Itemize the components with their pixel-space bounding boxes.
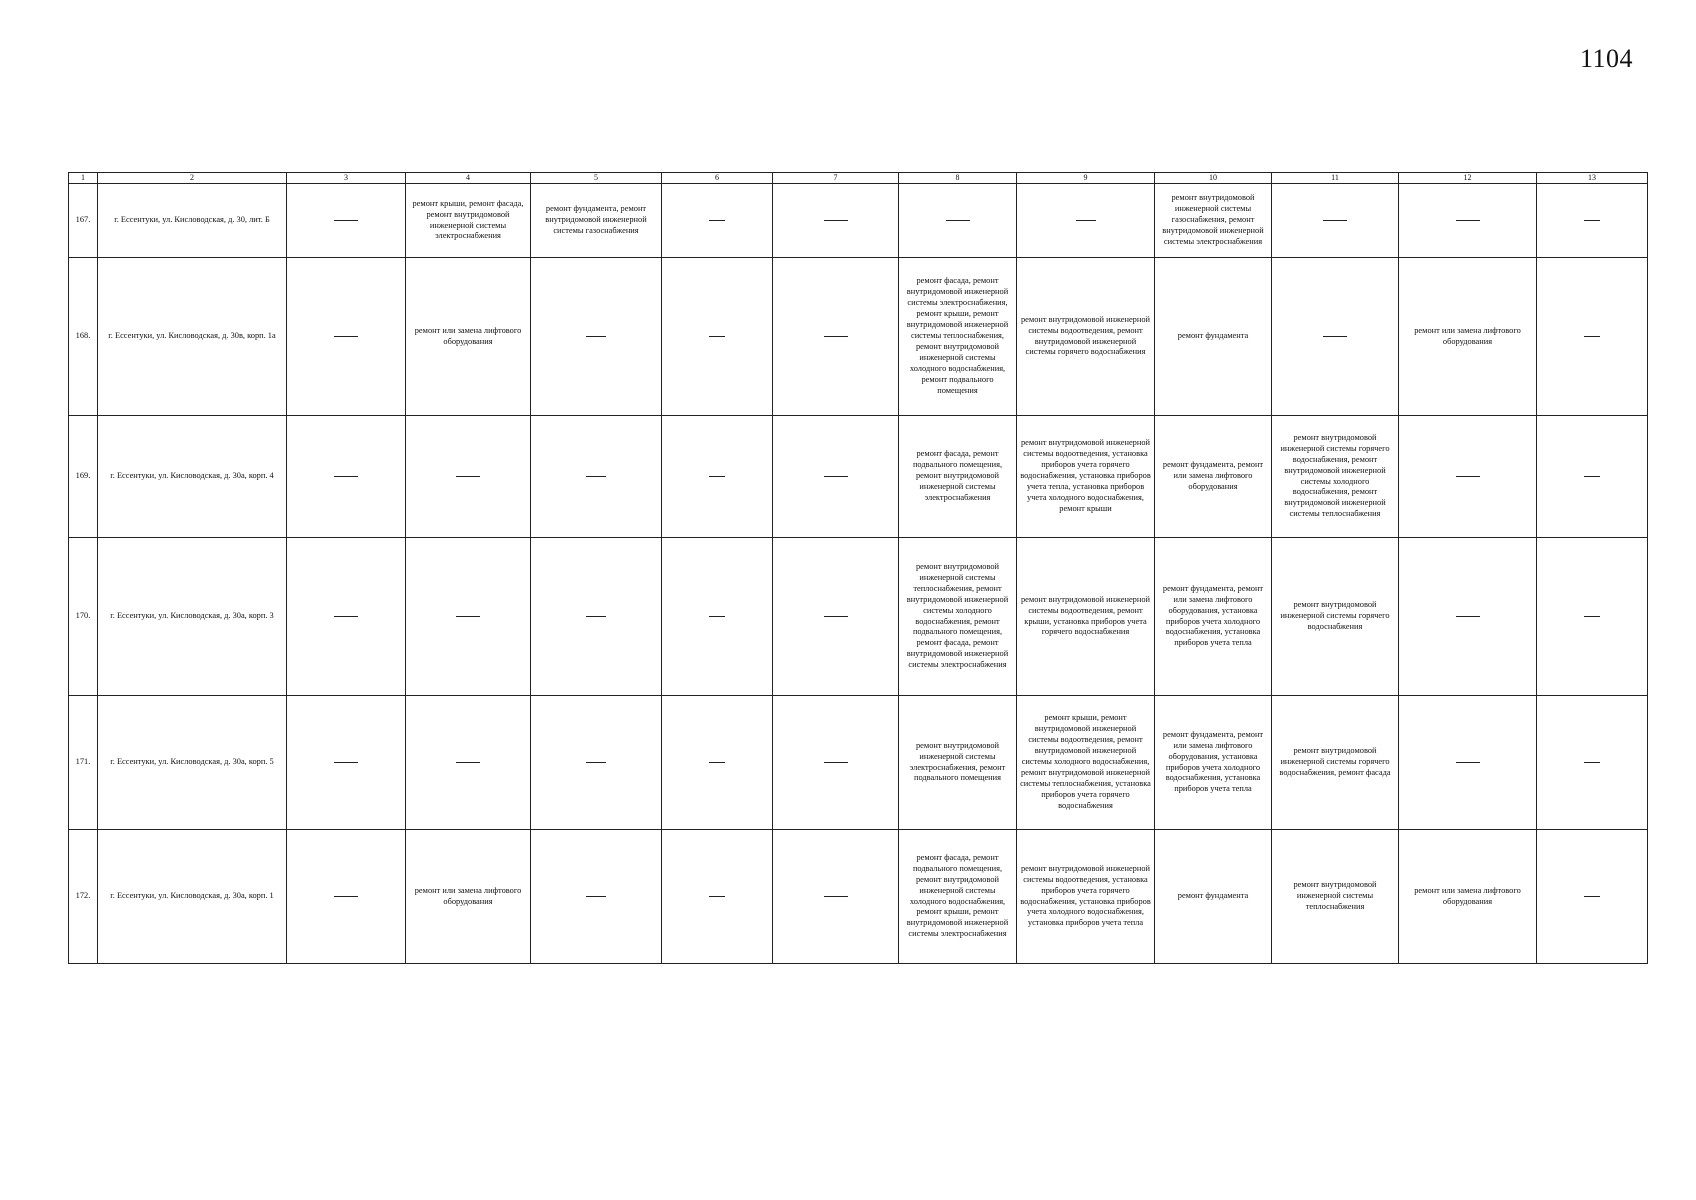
work-description-cell: ремонт крыши, ремонт внутридомовой инженерной системы водоотведения, ремонт внутридомовой инженерной системы холодного водоснабжения, ремонт внутридомовой инженерной системы теплоснабжения, установка приборов учета горячего водоснабжения (1017, 696, 1155, 830)
dash-mark (1076, 220, 1096, 221)
dash-mark (334, 476, 358, 477)
row-number: 170. (69, 538, 98, 696)
table-row (69, 696, 1648, 830)
dash-mark (1323, 220, 1347, 221)
dash-mark (1456, 762, 1480, 763)
empty-cell (662, 696, 773, 830)
column-number: 9 (1017, 173, 1155, 184)
empty-cell (773, 184, 899, 258)
dash-mark (709, 896, 725, 897)
dash-mark (456, 476, 480, 477)
column-number: 12 (1399, 173, 1537, 184)
table-row (69, 416, 1648, 538)
row-number: 172. (69, 830, 98, 964)
work-description-cell: ремонт или замена лифтового оборудования (406, 830, 531, 964)
empty-cell (1537, 258, 1648, 416)
row-number: 168. (69, 258, 98, 416)
empty-cell (1537, 184, 1648, 258)
dash-mark (586, 476, 606, 477)
dash-mark (334, 762, 358, 763)
empty-cell (1537, 696, 1648, 830)
empty-cell (531, 538, 662, 696)
dash-mark (334, 616, 358, 617)
empty-cell (287, 696, 406, 830)
row-number: 169. (69, 416, 98, 538)
dash-mark (824, 220, 848, 221)
empty-cell (1537, 830, 1648, 964)
dash-mark (1323, 336, 1347, 337)
table-row (69, 258, 1648, 416)
table-row (69, 830, 1648, 964)
dash-mark (709, 336, 725, 337)
work-description-cell: ремонт внутридомовой инженерной системы теплоснабжения, ремонт внутридомовой инженерной системы холодного водоснабжения, ремонт подвального помещения, ремонт фасада, ремонт внутридомовой инженерной системы электроснабжения (899, 538, 1017, 696)
empty-cell (406, 416, 531, 538)
work-description-cell: ремонт внутридомовой инженерной системы горячего водоснабжения (1272, 538, 1399, 696)
work-description-cell: ремонт фасада, ремонт подвального помещения, ремонт внутридомовой инженерной системы холодного водоснабжения, ремонт крыши, ремонт внутридомовой инженерной системы электроснабжения (899, 830, 1017, 964)
dash-mark (824, 336, 848, 337)
work-description-cell: ремонт или замена лифтового оборудования (1399, 258, 1537, 416)
dash-mark (334, 896, 358, 897)
empty-cell (1272, 258, 1399, 416)
work-description-cell: ремонт фундамента, ремонт или замена лифтового оборудования, установка приборов учета холодного водоснабжения, установка приборов учета тепла (1155, 538, 1272, 696)
empty-cell (287, 830, 406, 964)
work-description-cell: ремонт или замена лифтового оборудования (406, 258, 531, 416)
empty-cell (531, 416, 662, 538)
column-number: 2 (98, 173, 287, 184)
empty-cell (287, 184, 406, 258)
dash-mark (824, 896, 848, 897)
empty-cell (406, 538, 531, 696)
work-description-cell: ремонт внутридомовой инженерной системы водоотведения, установка приборов учета горячего водоснабжения, установка приборов учета тепла, установка приборов учета холодного водоснабжения, ремонт крыши (1017, 416, 1155, 538)
row-number: 167. (69, 184, 98, 258)
dash-mark (586, 762, 606, 763)
work-description-cell: ремонт фундамента (1155, 258, 1272, 416)
column-number: 6 (662, 173, 773, 184)
table-row (69, 538, 1648, 696)
empty-cell (1537, 416, 1648, 538)
work-description-cell: ремонт фундамента (1155, 830, 1272, 964)
work-description-cell: ремонт внутридомовой инженерной системы газоснабжения, ремонт внутридомовой инженерной системы электроснабжения (1155, 184, 1272, 258)
empty-cell (773, 258, 899, 416)
empty-cell (1017, 184, 1155, 258)
column-number: 11 (1272, 173, 1399, 184)
work-description-cell: ремонт внутридомовой инженерной системы горячего водоснабжения, ремонт внутридомовой инженерной системы холодного водоснабжения, ремонт внутридомовой инженерной системы теплоснабжения (1272, 416, 1399, 538)
dash-mark (824, 762, 848, 763)
dash-mark (709, 220, 725, 221)
address-cell: г. Ессентуки, ул. Кисловодская, д. 30а, корп. 3 (98, 538, 287, 696)
column-number: 13 (1537, 173, 1648, 184)
dash-mark (709, 476, 725, 477)
empty-cell (773, 696, 899, 830)
column-number: 7 (773, 173, 899, 184)
work-description-cell: ремонт внутридомовой инженерной системы водоотведения, установка приборов учета горячего водоснабжения, установка приборов учета холодного водоснабжения, установка приборов учета тепла (1017, 830, 1155, 964)
dash-mark (1584, 762, 1600, 763)
work-description-cell: ремонт или замена лифтового оборудования (1399, 830, 1537, 964)
column-number: 10 (1155, 173, 1272, 184)
empty-cell (899, 184, 1017, 258)
empty-cell (773, 538, 899, 696)
page-number: 1104 (1580, 44, 1634, 73)
dash-mark (1584, 336, 1600, 337)
empty-cell (773, 416, 899, 538)
address-cell: г. Ессентуки, ул. Кисловодская, д. 30а, корп. 5 (98, 696, 287, 830)
dash-mark (709, 616, 725, 617)
table-row (69, 184, 1648, 258)
empty-cell (1399, 416, 1537, 538)
dash-mark (586, 896, 606, 897)
dash-mark (456, 616, 480, 617)
dash-mark (1584, 220, 1600, 221)
dash-mark (334, 336, 358, 337)
work-description-cell: ремонт фундамента, ремонт внутридомовой инженерной системы газоснабжения (531, 184, 662, 258)
empty-cell (662, 538, 773, 696)
column-number: 1 (69, 173, 98, 184)
column-number: 3 (287, 173, 406, 184)
empty-cell (1399, 538, 1537, 696)
column-number-header (69, 173, 1648, 184)
dash-mark (456, 762, 480, 763)
empty-cell (406, 696, 531, 830)
empty-cell (1537, 538, 1648, 696)
column-number: 8 (899, 173, 1017, 184)
dash-mark (1584, 476, 1600, 477)
work-description-cell: ремонт крыши, ремонт фасада, ремонт внутридомовой инженерной системы электроснабжения (406, 184, 531, 258)
dash-mark (586, 336, 606, 337)
address-cell: г. Ессентуки, ул. Кисловодская, д. 30а, корп. 1 (98, 830, 287, 964)
address-cell: г. Ессентуки, ул. Кисловодская, д. 30в, корп. 1а (98, 258, 287, 416)
empty-cell (287, 538, 406, 696)
work-description-cell: ремонт внутридомовой инженерной системы электроснабжения, ремонт подвального помещения (899, 696, 1017, 830)
column-number: 4 (406, 173, 531, 184)
empty-cell (287, 258, 406, 416)
dash-mark (946, 220, 970, 221)
dash-mark (1456, 616, 1480, 617)
empty-cell (662, 830, 773, 964)
empty-cell (662, 416, 773, 538)
empty-cell (1399, 696, 1537, 830)
empty-cell (662, 258, 773, 416)
work-description-cell: ремонт фасада, ремонт подвального помещения, ремонт внутридомовой инженерной системы электроснабжения (899, 416, 1017, 538)
empty-cell (287, 416, 406, 538)
dash-mark (586, 616, 606, 617)
empty-cell (531, 696, 662, 830)
empty-cell (1272, 184, 1399, 258)
dash-mark (824, 616, 848, 617)
dash-mark (1584, 616, 1600, 617)
work-description-cell: ремонт фундамента, ремонт или замена лифтового оборудования (1155, 416, 1272, 538)
dash-mark (824, 476, 848, 477)
empty-cell (531, 258, 662, 416)
work-description-cell: ремонт фундамента, ремонт или замена лифтового оборудования, установка приборов учета холодного водоснабжения, установка приборов учета тепла (1155, 696, 1272, 830)
dash-mark (1456, 220, 1480, 221)
dash-mark (1584, 896, 1600, 897)
empty-cell (662, 184, 773, 258)
dash-mark (334, 220, 358, 221)
work-description-cell: ремонт внутридомовой инженерной системы теплоснабжения (1272, 830, 1399, 964)
work-description-cell: ремонт внутридомовой инженерной системы водоотведения, ремонт внутридомовой инженерной системы горячего водоснабжения (1017, 258, 1155, 416)
empty-cell (531, 830, 662, 964)
address-cell: г. Ессентуки, ул. Кисловодская, д. 30, лит. Б (98, 184, 287, 258)
empty-cell (1399, 184, 1537, 258)
dash-mark (709, 762, 725, 763)
row-number: 171. (69, 696, 98, 830)
dash-mark (1456, 476, 1480, 477)
address-cell: г. Ессентуки, ул. Кисловодская, д. 30а, корп. 4 (98, 416, 287, 538)
work-description-cell: ремонт фасада, ремонт внутридомовой инженерной системы электроснабжения, ремонт крыши, ремонт внутридомовой инженерной системы теплоснабжения, ремонт внутридомовой инженерной системы холодного водоснабжения, ремонт подвального помещения (899, 258, 1017, 416)
work-description-cell: ремонт внутридомовой инженерной системы водоотведения, ремонт крыши, установка приборов учета горячего водоснабжения (1017, 538, 1155, 696)
work-description-cell: ремонт внутридомовой инженерной системы горячего водоснабжения, ремонт фасада (1272, 696, 1399, 830)
empty-cell (773, 830, 899, 964)
column-number: 5 (531, 173, 662, 184)
repair-schedule-table (68, 172, 1648, 964)
